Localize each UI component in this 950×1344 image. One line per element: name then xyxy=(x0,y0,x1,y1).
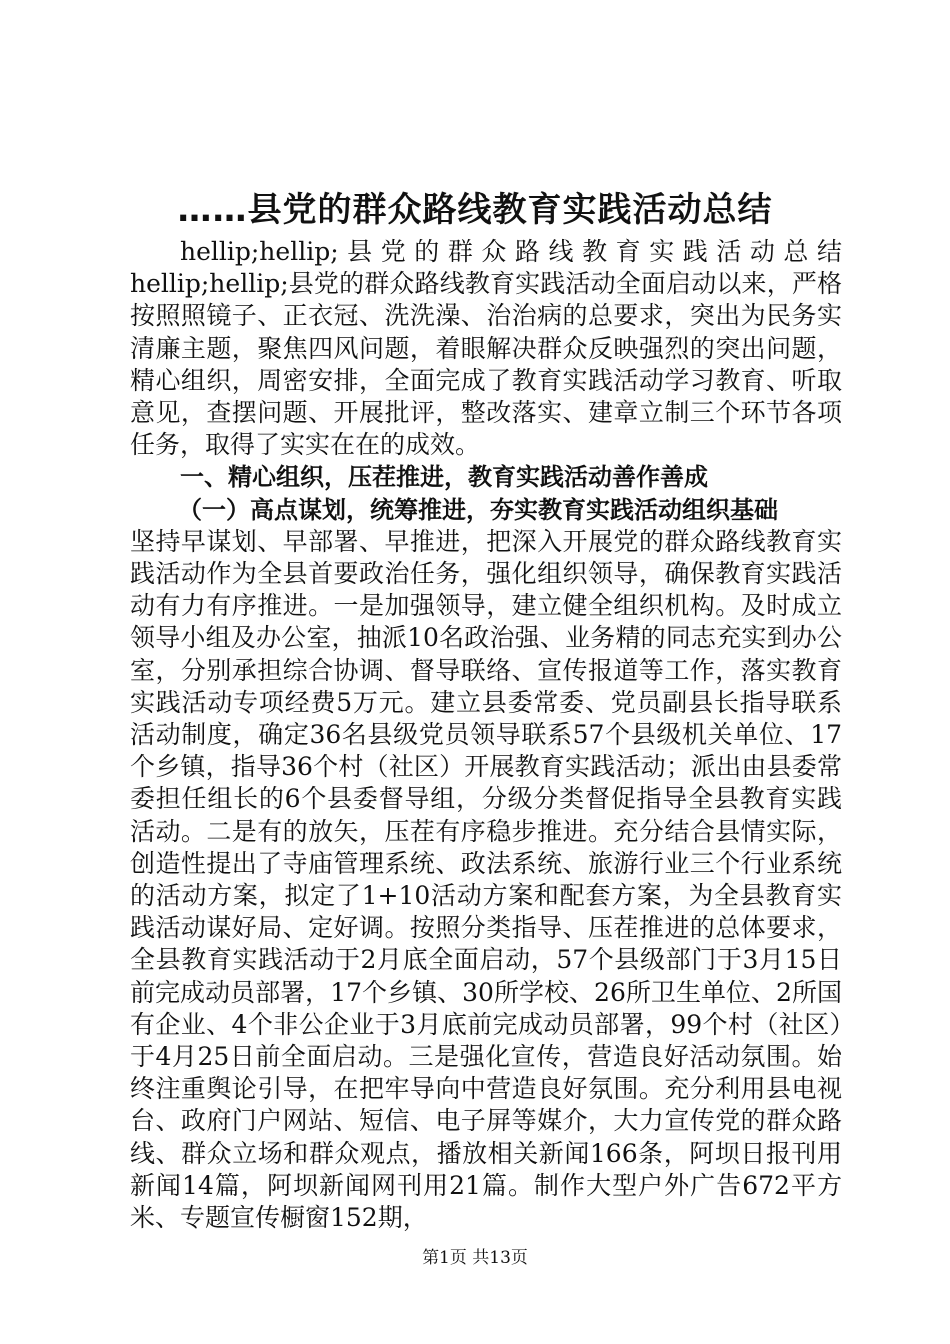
document-body xyxy=(130,236,842,1234)
document-title: ……县党的群众路线教育实践活动总结 xyxy=(177,190,773,230)
section-heading-1: 一、精心组织，压茬推进，教育实践活动善作善成 xyxy=(180,463,708,492)
subsection-heading-1: （一）高点谋划，统筹推进，夯实教育实践活动组织基础 xyxy=(178,495,778,524)
page-footer: 第1页 共13页 xyxy=(422,1248,528,1268)
intro-paragraph: hellip;hellip;县党的群众路线教育实践活动总结hellip;hellip;县党的群众路线教育实践活动全面启动以来，严格按照照镜子、正衣冠、洗洗澡、治治病的总要求，突出为民务实清廉主题，聚焦四风问题，着眼解决群众反映强烈的突出问题，精心组织，周密安排，全面完成了教育实践活动学习教育、听取意见，查摆问题、开展批评，整改落实、建章立制三个环节各项任务，取得了实实在在的成效。 xyxy=(130,237,842,460)
subsection-body-paragraph: 坚持早谋划、早部署、早推进，把深入开展党的群众路线教育实践活动作为全县首要政治任务，强化组织领导，确保教育实践活动有力有序推进。一是加强领导，建立健全组织机构。及时成立领导小组及办公室，抽派10名政治强、业务精的同志充实到办公室，分别承担综合协调、督导联络、宣传报道等工作，落实教育实践活动专项经费5万元。建立县委常委、党员副县长指导联系活动制度，确定36名县级党员领导联系57个县级机关单位、17个乡镇，指导36个村（社区）开展教育实践活动；派出由县委常委担任组长的6个县委督导组，分级分类督促指导全县教育实践活动。二是有的放矢，压茬有序稳步推进。充分结合县情实际，创造性提出了寺庙管理系统、政法系统、旅游行业三个行业系统的活动方案，拟定了1+10活动方案和配套方案，为全县教育实践活动谋好局、定好调。按照分类指导、压茬推进的总体要求，全县教育实践活动于2月底全面启动，57个县级部门于3月15日前完成动员部署，17个乡镇、30所学校、26所卫生单位、2所国有企业、4个非公企业于3月底前完成动员部署，99个村（社区）于4月25日前全面启动。三是强化宣传，营造良好活动氛围。始终注重舆论引导，在把牢导向中营造良好氛围。充分利用县电视台、政府门户网站、短信、电子屏等媒介，大力宣传党的群众路线、群众立场和群众观点，播放相关新闻166条，阿坝日报刊用新闻14篇，阿坝新闻网刊用21篇。制作大型户外广告672平方米、专题宣传橱窗152期， xyxy=(130,526,842,1233)
